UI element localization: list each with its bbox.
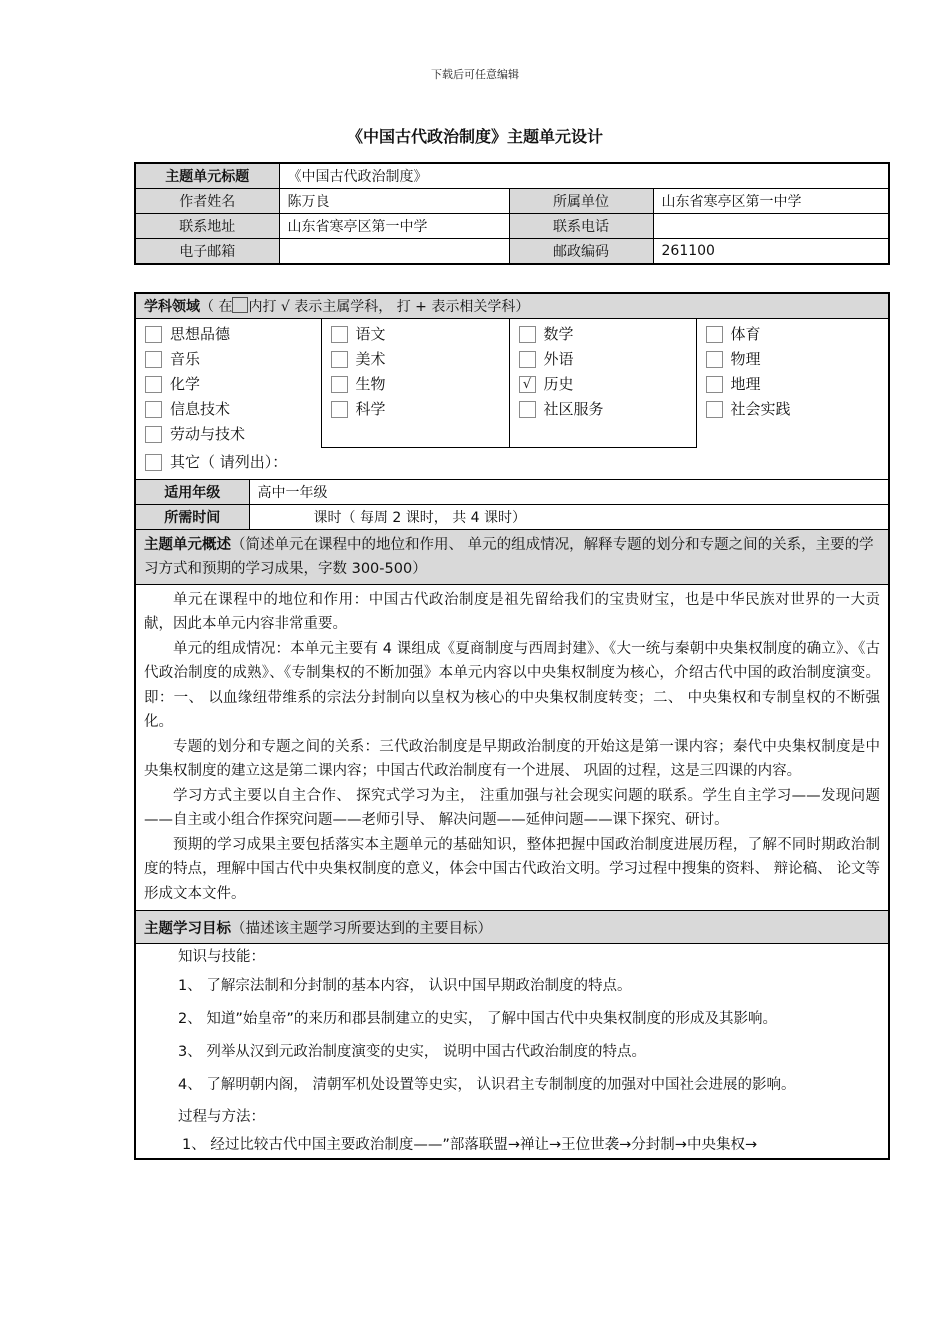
overview-paragraph: 预期的学习成果主要包括落实本主题单元的基础知识，整体把握中国政治制度进展历程，了解不同时期政治制度的特点，理解中国古代中央集权制度的意义，体会中国古代政治文明。学习过程中搜集的资料、 辩论稿、 论文等形成文本文件。 — [144, 836, 880, 902]
subject-name: 思想品德 — [170, 325, 231, 343]
overview-label: 主题单元概述 — [144, 536, 231, 553]
knowledge-item: 3、 列举从汉到元政治制度演变的史实， 说明中国古代政治制度的特点。 — [178, 1044, 646, 1060]
subject-checkbox-item[interactable] — [331, 347, 509, 372]
subject-checkbox-item[interactable] — [331, 372, 509, 397]
subject-name: 语文 — [355, 325, 386, 343]
goals-label: 主题学习目标 — [144, 920, 231, 937]
subject-field-label: 学科领域 — [144, 299, 200, 315]
phone-label: 联系电话 — [509, 214, 653, 239]
overview-paragraph: 学习方式主要以自主合作、 探究式学习为主， 注重加强与社会现实问题的联系。学生自主学习——发现问题——自主或小组合作探究问题——老师引导、 解决问题——延伸问题——课下探究、研讨。 — [144, 787, 880, 828]
checkbox-icon[interactable] — [519, 401, 536, 418]
subject-checkbox-item[interactable] — [145, 397, 321, 422]
overview-header — [135, 529, 889, 584]
overview-paragraph: 单元在课程中的地位和作用：中国古代政治制度是祖先留给我们的宝贵财宝，也是中华民族对世界的一大贡献，因此本单元内容非常重要。 — [144, 591, 880, 632]
checkbox-icon[interactable] — [331, 376, 348, 393]
checkbox-icon[interactable]: √ — [519, 376, 536, 393]
time-label: 所需时间 — [135, 504, 249, 529]
address-value: 山东省寒亭区第一中学 — [279, 214, 509, 239]
knowledge-item: 1、 了解宗法制和分封制的基本内容， 认识中国早期政治制度的特点。 — [178, 978, 632, 994]
checkbox-icon[interactable] — [706, 376, 723, 393]
grade-value: 高中一年级 — [249, 479, 889, 504]
subject-checkbox-item[interactable] — [145, 347, 321, 372]
unit-title-label: 主题单元标题 — [135, 163, 279, 189]
overview-paragraph: 专题的划分和专题之间的关系：三代政治制度是早期政治制度的开始这是第一课内容；秦代中央集权制度是中央集权制度的建立这是第二课内容；中国古代政治制度有一个进展、 巩固的过程，这是三四课的内容。 — [144, 738, 880, 779]
checkbox-icon[interactable] — [519, 351, 536, 368]
subject-name: 美术 — [355, 350, 386, 368]
subject-field-hint-prefix: （ 在 — [200, 299, 233, 315]
checkbox-icon[interactable] — [145, 401, 162, 418]
overview-body — [135, 584, 889, 911]
checkbox-icon[interactable] — [706, 351, 723, 368]
knowledge-item: 2、 知道”始皇帝”的来历和郡县制建立的史实， 了解中国古代中央集权制度的形成及其影响。 — [178, 1011, 777, 1027]
email-value — [279, 239, 509, 265]
grade-label: 适用年级 — [135, 479, 249, 504]
unit-label: 所属单位 — [509, 189, 653, 214]
checkbox-icon[interactable] — [145, 426, 162, 443]
overview-paragraph: 单元的组成情况：本单元主要有 4 课组成《夏商制度与西周封建》、《大一统与秦朝中央集权制度的确立》、《古代政治制度的成熟》、《专制集权的不断加强》本单元内容以中央集权制度为核心，介绍古代中国的政治制度演变。即：一、 以血缘纽带维系的宗法分封制向以皇权为核心的中央集权制度转变；二、 中央集权和专制皇权的不断强化。 — [144, 640, 880, 730]
process-heading: 过程与方法： — [178, 1109, 265, 1125]
subject-name: 化学 — [170, 375, 201, 393]
goals-body — [135, 944, 889, 1160]
overview-hint: （简述单元在课程中的地位和作用、 单元的组成情况，解释专题的划分和专题之间的关系，主要的学习方式和预期的学习成果，字数 300-500） — [144, 536, 874, 577]
subject-name: 劳动与技术 — [170, 425, 246, 443]
subject-column-3 — [509, 319, 696, 448]
subject-field-header — [135, 293, 889, 319]
goals-hint: （描述该主题学习所要达到的主要目标） — [231, 920, 492, 937]
author-value: 陈万良 — [279, 189, 509, 214]
other-subject-label: 其它（ 请列出）： — [170, 452, 288, 471]
subject-name: 社会实践 — [730, 400, 791, 418]
checkbox-icon[interactable] — [145, 376, 162, 393]
phone-value — [653, 214, 889, 239]
goals-header — [135, 911, 889, 944]
subject-checkbox-item[interactable] — [706, 347, 889, 372]
subject-name: 科学 — [355, 400, 386, 418]
subject-name: 信息技术 — [170, 400, 231, 418]
subject-checkbox-item[interactable] — [145, 422, 321, 447]
subject-checkbox-item[interactable] — [706, 322, 889, 347]
unit-title-value: 《中国古代政治制度》 — [279, 163, 889, 189]
zip-label: 邮政编码 — [509, 239, 653, 265]
address-label: 联系地址 — [135, 214, 279, 239]
knowledge-item: 4、 了解明朝内阁， 清朝军机处设置等史实， 认识君主专制制度的加强对中国社会进展的影响。 — [178, 1077, 796, 1093]
subject-field-hint-suffix: 内打 √ 表示主属学科， 打 + 表示相关学科） — [248, 299, 530, 315]
subject-name: 外语 — [543, 350, 574, 368]
document-title: 《中国古代政治制度》主题单元设计 — [346, 127, 603, 146]
subject-name: 生物 — [355, 375, 386, 393]
unit-value: 山东省寒亭区第一中学 — [653, 189, 889, 214]
subject-table — [134, 292, 890, 1160]
subject-name: 音乐 — [170, 350, 201, 368]
checkbox-icon[interactable] — [331, 351, 348, 368]
checkbox-icon[interactable] — [145, 326, 162, 343]
checkbox-icon[interactable] — [519, 326, 536, 343]
subject-column-4 — [696, 319, 889, 448]
checkbox-icon[interactable] — [145, 351, 162, 368]
subject-checkbox-item[interactable] — [331, 397, 509, 422]
email-label: 电子邮箱 — [135, 239, 279, 265]
checkbox-icon[interactable] — [331, 401, 348, 418]
subject-checkbox-item[interactable] — [519, 322, 696, 347]
other-subject-row — [135, 447, 889, 479]
time-value: 课时（ 每周 2 课时， 共 4 课时） — [249, 504, 889, 529]
checkbox-icon[interactable] — [706, 401, 723, 418]
subject-checkbox-item[interactable] — [706, 372, 889, 397]
subject-name: 数学 — [543, 325, 574, 343]
process-item: 1、 经过比较古代中国主要政治制度——”部落联盟→禅让→王位世袭→分封制→中央集权→ — [182, 1137, 758, 1153]
subject-checkbox-item[interactable] — [519, 372, 696, 397]
subject-checkbox-item[interactable] — [706, 397, 889, 422]
knowledge-heading: 知识与技能： — [178, 949, 265, 965]
author-label: 作者姓名 — [135, 189, 279, 214]
checkbox-icon[interactable] — [331, 326, 348, 343]
subject-column-2 — [321, 319, 509, 448]
checkbox-sample-icon — [232, 297, 248, 313]
subject-checkbox-item-other[interactable] — [145, 450, 888, 475]
subject-checkbox-item[interactable] — [145, 322, 321, 347]
checkbox-icon[interactable] — [145, 454, 162, 471]
subject-checkbox-item[interactable] — [519, 347, 696, 372]
subject-column-1 — [135, 319, 321, 448]
page-header-note: 下载后可任意编辑 — [431, 68, 519, 81]
subject-name: 地理 — [730, 375, 761, 393]
subject-checkbox-item[interactable] — [145, 372, 321, 397]
subject-name: 物理 — [730, 350, 761, 368]
subject-checkbox-item[interactable] — [519, 397, 696, 422]
subject-name: 体育 — [730, 325, 761, 343]
zip-value: 261100 — [653, 239, 889, 265]
info-table — [134, 162, 890, 265]
checkbox-icon[interactable] — [706, 326, 723, 343]
subject-checkbox-item[interactable] — [331, 322, 509, 347]
subject-name: 社区服务 — [543, 400, 604, 418]
subject-name: 历史 — [543, 375, 574, 393]
